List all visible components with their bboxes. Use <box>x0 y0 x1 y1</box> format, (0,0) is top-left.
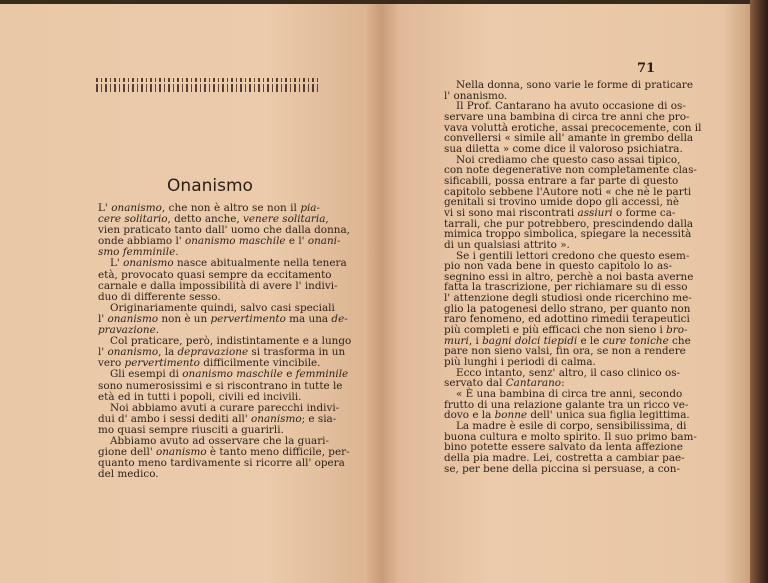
italic-text: de- <box>331 312 348 325</box>
italic-text: bro- <box>666 324 688 337</box>
text-segment: pare non sieno valsi, fin ora, se non a rendere <box>444 345 686 358</box>
italic-text: venere solitaria <box>243 213 326 226</box>
text-segment: vava voluttà erotiche, assai precocemente, con il <box>444 121 702 134</box>
text-segment: che <box>668 334 691 347</box>
text-segment: nasce abitualmente nella tenera <box>173 257 347 270</box>
text-segment: sono numerosissimi e si riscontrano in tutte le <box>98 379 343 392</box>
text-segment: , che non è altro se non il <box>161 202 301 214</box>
italic-text: bonne <box>494 409 528 422</box>
text-segment: raro fenomeno, ed adottino rimedii terapeutici <box>444 313 690 326</box>
chapter-title: Onanismo <box>167 176 253 196</box>
text-segment: L' <box>98 202 112 214</box>
book-edge <box>750 0 768 583</box>
text-segment: e <box>282 368 296 381</box>
text-segment: : <box>561 377 565 390</box>
italic-text: onanismo <box>107 312 159 325</box>
text-segment: La madre è esile di corpo, sensibilissima, di <box>456 420 687 432</box>
text-segment: sua diletta » come dice il valoroso psichiatra. <box>444 142 683 155</box>
text-segment: Il Prof. Cantarano ha avuto occasione di os- <box>456 100 686 113</box>
text-segment: Originariamente quindi, salvo casi speciali <box>110 301 335 314</box>
text-segment: con note degenerative non completamente clas- <box>444 164 697 177</box>
text-segment: del medico. <box>98 468 159 481</box>
text-segment: segnino essi in altro, perchè a noi basta averne <box>444 270 694 283</box>
text-segment: e l' <box>285 235 308 248</box>
text-segment: . <box>155 324 160 337</box>
text-segment: Gli esempi di <box>110 368 183 381</box>
text-segment: dovo e la <box>444 409 495 422</box>
text-segment: di un qualsiasi attrito ». <box>444 238 570 251</box>
text-segment: l' onanismo. <box>444 89 508 102</box>
italic-text: onanismo <box>123 257 174 270</box>
text-segment: pio non vada bene in questo capitolo lo as- <box>444 260 672 273</box>
left-page-body <box>98 202 352 481</box>
text-segment: età, provocato quasi sempre da eccitamento <box>98 268 332 281</box>
left-page <box>0 4 381 583</box>
text-segment: Ecco intanto, senz' altro, il caso clinico os- <box>456 366 681 379</box>
text-segment: convellersi « simile all' amante in grembo della <box>444 132 694 145</box>
italic-text: smo femminile <box>98 246 176 259</box>
text-segment: dell' unica sua figlia legittima. <box>527 409 690 422</box>
text-segment: difficilmente vincibile. <box>199 357 321 370</box>
text-line <box>444 462 680 475</box>
italic-text: onanismo <box>111 202 162 214</box>
text-segment: « È una bambina di circa tre anni, secondo <box>456 388 683 401</box>
text-segment: più completi e più efficaci che non sieno i <box>444 324 667 337</box>
text-segment: , la <box>158 346 178 359</box>
text-segment: carnale e dalla impossibilità di avere l' indivi- <box>98 279 338 292</box>
italic-text: pervertimento <box>124 357 200 370</box>
text-segment: età ed in tutti i popoli, civili ed incivili. <box>98 390 302 403</box>
page-number: 71 <box>637 61 656 76</box>
italic-text: onani- <box>307 235 341 248</box>
text-segment: è tanto meno difficile, per- <box>206 446 350 459</box>
text-segment: servato dal <box>444 377 506 390</box>
italic-text: onanismo <box>107 346 159 359</box>
text-segment: Col praticare, però, indistintamente e a lungo <box>110 335 352 348</box>
italic-text: onanismo maschile <box>182 368 283 381</box>
decorative-header-ornament <box>96 78 320 92</box>
text-segment: , detto anche, <box>167 213 244 226</box>
text-segment: vi si sono mai riscontrati <box>444 206 578 219</box>
text-segment: quanto meno tardivamente si ricorre all' opera <box>98 457 345 470</box>
italic-text: pia- <box>300 202 321 214</box>
italic-text: assiuri <box>577 206 613 219</box>
text-segment: duo di differente sesso. <box>98 290 221 303</box>
text-segment: sificabili, possa entrare a far parte di questo <box>444 174 679 187</box>
text-segment: frutto di una relazione galante tra un ricco ve- <box>444 398 689 411</box>
text-segment: capitolo sebbene l'Autore noti « che nè le parti <box>444 185 692 198</box>
text-segment: Noi abbiamo avuti a curare parecchi indivi- <box>110 401 340 414</box>
italic-text: muri <box>444 334 469 347</box>
text-segment: dui d' ambo i sessi dediti all' <box>98 412 252 425</box>
text-segment: l' <box>98 312 108 325</box>
text-segment: si trasforma in un <box>248 346 346 359</box>
text-segment: Nella donna, sono varie le forme di praticare <box>456 79 693 91</box>
right-page-body <box>444 79 702 475</box>
text-segment: mimica troppo simbolica, spiegare la necessità <box>444 228 692 241</box>
italic-text: onanismo <box>155 446 207 459</box>
text-segment: Noi crediamo che questo caso assai tipico, <box>456 153 681 166</box>
italic-text: Cantarano <box>505 377 562 390</box>
text-line <box>98 469 320 480</box>
text-segment: Se i gentili lettori credono che questo esem- <box>456 249 690 262</box>
text-segment: onde abbiamo l' <box>98 235 185 248</box>
text-segment: non è un <box>158 312 211 325</box>
text-segment: . <box>175 246 179 259</box>
text-segment: della pia madre. Lei, costretta a cambiar pae- <box>444 451 685 464</box>
italic-text: onanismo <box>251 412 302 425</box>
text-segment: glio la patogenesi dello strano, per quanto non <box>444 302 691 315</box>
text-segment: ; e sia- <box>301 412 337 425</box>
text-segment: mo quasi sempre riusciti a guarirli. <box>98 423 284 436</box>
text-segment: Abbiamo avuto ad osservare che la guari- <box>110 434 330 447</box>
text-segment: buona cultura e molto spirito. Il suo primo bam- <box>444 430 697 443</box>
text-segment: l' attenzione degli studiosi onde ricerchino me- <box>444 292 692 305</box>
text-segment: più lunghi i periodi di calma. <box>444 356 596 369</box>
text-segment: e le <box>577 334 603 347</box>
text-segment: servare una bambina di circa tre anni che pro- <box>444 110 690 123</box>
italic-text: bagni dolci tiepidi <box>482 334 578 347</box>
text-segment: fatta la trascrizione, per richiamare su di esso <box>444 281 688 294</box>
text-segment: , <box>325 213 329 226</box>
text-segment: gione dell' <box>98 446 156 459</box>
text-segment: vien praticato tanto dall' uomo che dalla donna, <box>98 224 350 237</box>
italic-text: pervertimento <box>210 312 286 325</box>
text-segment: L' <box>110 257 124 270</box>
italic-text: onanismo maschile <box>184 235 286 248</box>
italic-text: depravazione <box>177 346 249 359</box>
text-segment: , i <box>468 334 483 347</box>
italic-text: cere solitario <box>98 213 168 226</box>
italic-text: femminile <box>295 368 349 381</box>
book-spread <box>0 4 752 583</box>
text-segment: ma una <box>285 312 332 325</box>
text-segment: se, per bene della piccina si persuase, a con- <box>444 462 680 475</box>
italic-text: pravazione <box>98 324 156 337</box>
text-segment: o forme ca- <box>612 206 676 219</box>
text-segment: genitali si trovino umide dopo gli accessi, nè <box>444 196 680 209</box>
text-segment: vero <box>98 357 125 370</box>
text-segment: bino potette essere salvato da lenta affezione <box>444 441 683 454</box>
italic-text: cure toniche <box>602 334 669 347</box>
text-segment: tarrali, che pur potrebbero, prescindendo dalla <box>444 217 694 230</box>
text-segment: l' <box>98 346 108 359</box>
